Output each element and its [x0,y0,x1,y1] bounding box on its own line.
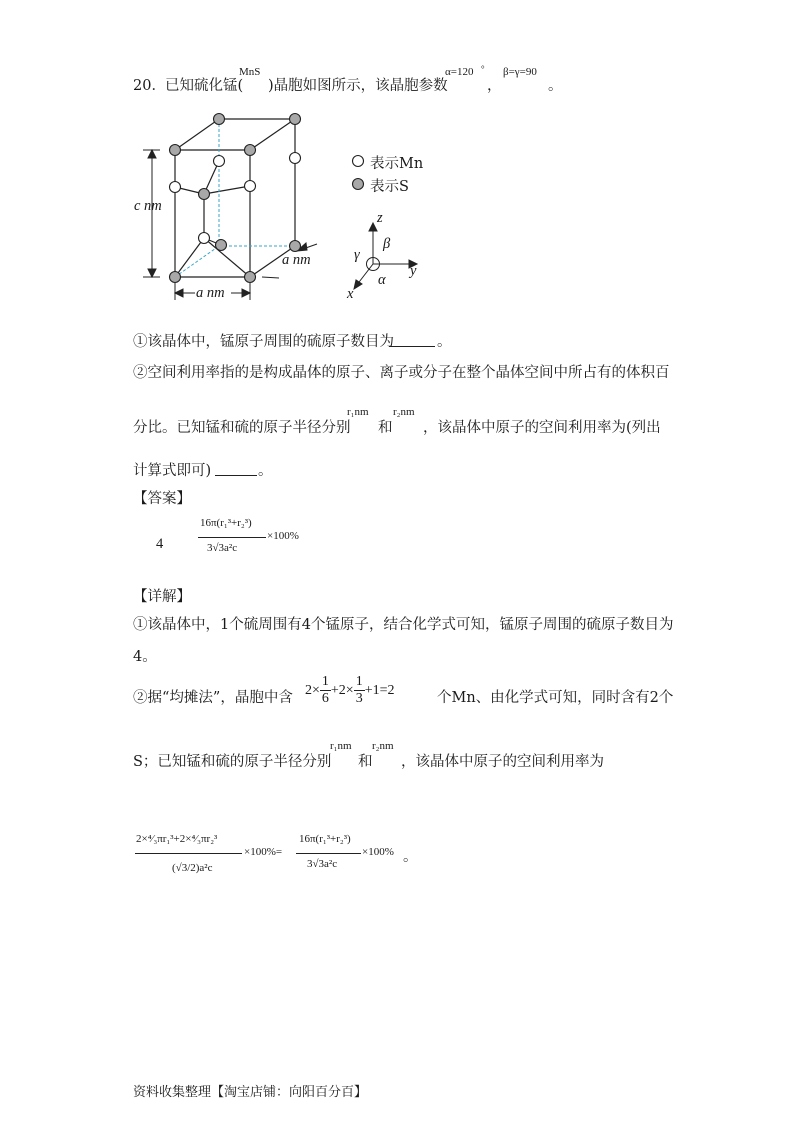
question-period: 。 [548,78,563,94]
legend-mn-label: 表示Mn [370,156,424,172]
p2-frac2-num: 1 [355,674,363,689]
axis-y-label: y [410,263,417,279]
answer-expr-bar [198,537,266,538]
answer-value-1: 4 [156,536,164,552]
p2-fraction-1 [320,674,331,707]
param-alpha: α=120 [445,66,474,78]
angle-alpha-label: α [378,272,386,288]
p2-formula-part-a: 2× [305,682,320,698]
answer-expr-tail: ×100% [267,530,299,542]
calc-numerator: 2×⁴⁄₃πr₁³+2×⁴⁄₃πr₂³ [136,833,218,845]
sub2-answer-blank[interactable] [215,460,257,476]
calc-numerator-2: 16π(r₁³+r₂³) [299,833,351,845]
detail-p2-formula [305,674,395,707]
detail-p2-b: 个Mn、由化学式可知，同时含有2个 [437,690,674,706]
sub2-r1: r₁nm [347,406,369,418]
calc-bar-1 [135,853,242,854]
mn-atoms [170,153,301,244]
angle-beta-label: β [383,236,391,252]
calc-denominator-2: 3√3a²c [307,858,338,870]
sub2-line2a: 分比。已知锰和硫的原子半径分别 [133,420,351,436]
question-number: 20． [133,78,166,94]
legend-mn-icon [351,154,365,168]
param-beta-gamma: β=γ=90 [503,66,537,78]
p2-frac1-den: 6 [321,691,329,706]
a-label-right: a nm [282,252,311,268]
page-footer: 资料收集整理【淘宝店铺：向阳百分百】 [133,1085,368,1100]
param-comma: ， [487,78,502,94]
question-stem-b: )晶胞如图所示，该晶胞参数 [268,78,448,94]
detail-p3-r1: r₁nm [330,740,352,752]
sub2-r2: r₂nm [393,406,415,418]
detail-p2-a: ②据“均摊法”，晶胞中含 [133,690,293,706]
p2-formula-part-b: +2× [330,682,354,698]
p2-frac2-den: 3 [355,691,363,706]
sub1-answer-blank[interactable] [389,331,435,347]
axis-z-label: z [377,210,383,226]
sub2-line3: 计算式即可) [133,463,212,479]
a-label-bottom: a nm [196,285,225,301]
sub1-text: ①该晶体中，锰原子周围的硫原子数目为 [133,334,394,350]
answer-expr-denominator: 3√3a²c [207,542,238,554]
detail-p3-a: S；已知锰和硫的原子半径分别 [133,754,332,770]
answer-header: 【答案】 [133,491,191,507]
sub2-end: 。 [258,463,273,479]
calc-end: 。 [403,849,418,865]
axis-x-label: x [347,286,354,302]
detail-p1-line2: 4。 [133,649,157,665]
p2-fraction-2 [354,674,365,707]
legend-s-icon [351,177,365,191]
calc-tail: ×100% [362,846,394,858]
sub2-and: 和 [378,420,393,436]
detail-p3-and: 和 [358,754,373,770]
calc-mid: ×100%= [244,846,283,858]
detail-p3-r2: r₂nm [372,740,394,752]
detail-header: 【详解】 [133,589,191,605]
question-stem-a: 已知硫化锰( [165,78,244,94]
p2-frac1-num: 1 [321,674,329,689]
detail-p1-line1: ①该晶体中，1个硫周围有4个锰原子，结合化学式可知，锰原子周围的硫原子数目为 [133,617,674,633]
p2-formula-part-c: +1=2 [364,682,395,698]
sub2-line2b: ，该晶体中原子的空间利用率为(列出 [423,420,661,436]
c-label: c nm [134,198,162,214]
calc-denominator: (√3/2)a²c [172,862,213,874]
detail-p3-b: ，该晶体中原子的空间利用率为 [401,754,604,770]
cell-solid-edges [175,119,295,277]
formula-mns: MnS [239,66,261,78]
param-degree: ° [481,64,485,74]
sub2-line1: ②空间利用率指的是构成晶体的原子、离子或分子在整个晶体空间中所占有的体积百 [133,365,670,381]
angle-gamma-label: γ [354,247,360,263]
legend-s-label: 表示S [370,179,409,195]
sub1-end: 。 [437,334,452,350]
answer-expr-numerator: 16π(r₁³+r₂³) [200,517,252,529]
calc-bar-2 [296,853,361,854]
